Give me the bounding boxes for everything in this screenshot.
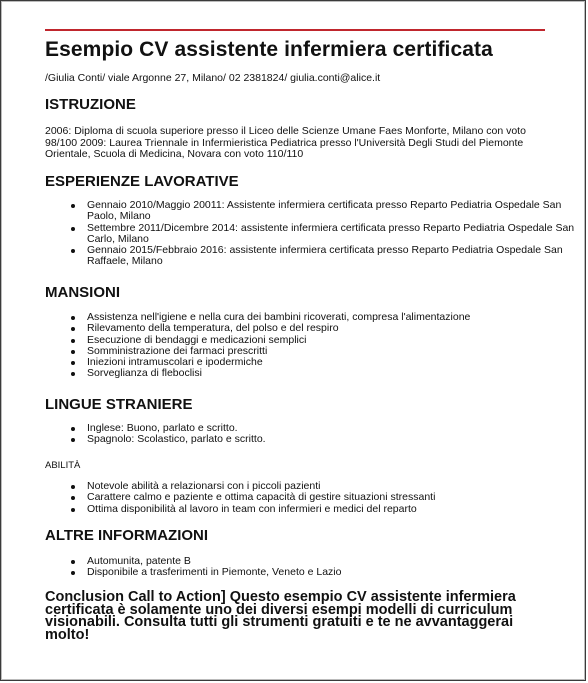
skills-list — [57, 481, 577, 515]
section-heading-skills: ABILITÀ — [45, 460, 81, 471]
duties-list — [57, 312, 577, 380]
education-text: 2006: Diploma di scuola superiore presso il Liceo delle Scienze Umane Faes Monforte, Milano con voto 98/100 2009: Laurea Triennale in Infermieristica Pediatrica presso l'Università Degli Studi del Piemonte Orientale, Scuola di Medicina, Novara con voto 110/110 — [45, 125, 526, 160]
section-heading-experience: ESPERIENZE LAVORATIVE — [45, 173, 239, 190]
list-item: Somministrazione dei farmaci prescritti — [87, 346, 577, 357]
conclusion-call-to-action: Conclusion Call to Action] Questo esempio CV assistente infermiera certificata è solamente uno dei diversi esempi modelli di curriculum visionabili. Consulta tutti gli strumenti gratuiti e te ne avvantaggerai molto! — [45, 589, 516, 643]
list-item: Gennaio 2010/Maggio 20011: Assistente infermiera certificata presso Reparto Pediatria Ospedale San Paolo, Milano — [87, 200, 577, 223]
list-item: Esecuzione di bendaggi e medicazioni semplici — [87, 335, 577, 346]
experience-list — [57, 200, 577, 268]
section-heading-other: ALTRE INFORMAZIONI — [45, 527, 209, 544]
list-item: Iniezioni intramuscolari e ipodermiche — [87, 357, 577, 368]
section-heading-education: ISTRUZIONE — [45, 96, 136, 113]
list-item: Assistenza nell'igiene e nella cura dei bambini ricoverati, compresa l'alimentazione — [87, 312, 577, 323]
contact-line: /Giulia Conti/ viale Argonne 27, Milano/ 02 2381824/ giulia.conti@alice.it — [45, 72, 381, 84]
languages-list — [57, 423, 577, 446]
list-item: Disponibile a trasferimenti in Piemonte, Veneto e Lazio — [87, 567, 577, 578]
list-item: Rilevamento della temperatura, del polso e del respiro — [87, 323, 577, 334]
list-item: Sorveglianza di fleboclisi — [87, 368, 577, 379]
list-item: Notevole abilità a relazionarsi con i piccoli pazienti — [87, 481, 577, 492]
list-item: Inglese: Buono, parlato e scritto. — [87, 423, 577, 434]
list-item: Gennaio 2015/Febbraio 2016: assistente infermiera certificata presso Reparto Pediatria Ospedale San Raffaele, Milano — [87, 245, 577, 268]
list-item: Automunita, patente B — [87, 556, 577, 567]
section-heading-languages: LINGUE STRANIERE — [45, 396, 193, 413]
list-item: Carattere calmo e paziente e ottima capacità di gestire situazioni stressanti — [87, 492, 577, 503]
other-list — [57, 556, 577, 579]
accent-rule — [45, 29, 545, 31]
list-item: Settembre 2011/Dicembre 2014: assistente infermiera certificata presso Reparto Pediatria Ospedale San Carlo, Milano — [87, 223, 577, 246]
list-item: Spagnolo: Scolastico, parlato e scritto. — [87, 434, 577, 445]
section-heading-duties: MANSIONI — [45, 284, 120, 301]
document-title: Esempio CV assistente infermiera certificata — [45, 38, 493, 61]
list-item: Ottima disponibilità al lavoro in team con infermieri e medici del reparto — [87, 504, 577, 515]
